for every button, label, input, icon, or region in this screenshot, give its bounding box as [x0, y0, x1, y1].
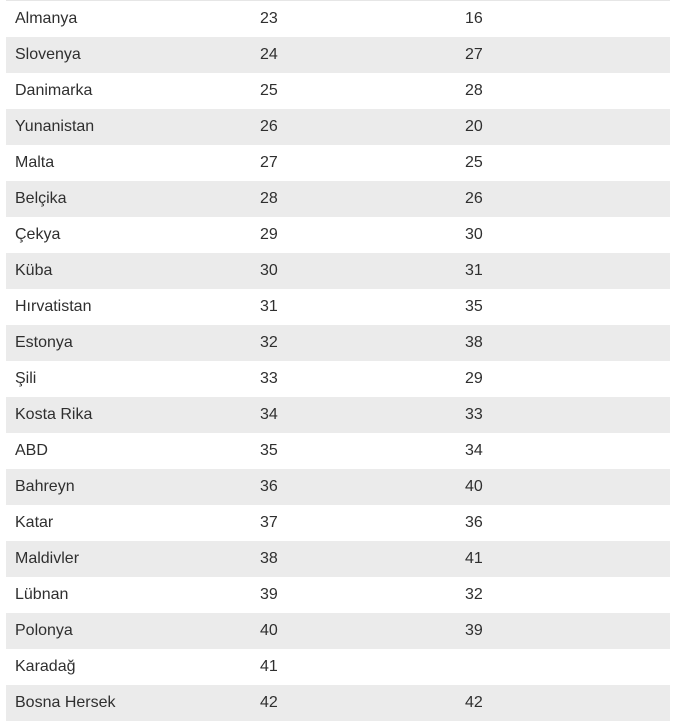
country-cell: Hırvatistan	[15, 298, 92, 315]
country-cell: Şili	[15, 370, 37, 387]
value-1-cell: 27	[260, 154, 278, 171]
table-row	[6, 145, 670, 181]
table-row	[6, 1, 670, 38]
country-cell: Maldivler	[15, 550, 80, 567]
value-2-cell: 20	[465, 118, 483, 135]
table-row	[6, 397, 670, 433]
value-1-cell: 23	[251, 1, 460, 38]
table-row	[6, 505, 670, 541]
value-1-cell: 26	[260, 118, 278, 135]
value-1-cell: 30	[260, 262, 278, 279]
value-1-cell: 32	[260, 334, 278, 351]
country-cell: Bosna Hersek	[15, 694, 116, 711]
value-2-cell: 28	[465, 82, 483, 99]
value-1-cell: 36	[260, 478, 278, 495]
country-cell: Estonya	[15, 334, 73, 351]
table-row	[6, 109, 670, 145]
value-1-cell: 38	[260, 550, 278, 567]
value-1-cell: 33	[260, 370, 278, 387]
country-cell: Katar	[15, 514, 54, 531]
table-row	[6, 649, 670, 685]
value-2-cell: 42	[465, 694, 483, 711]
value-2-cell: 25	[465, 154, 483, 171]
value-1-cell: 39	[260, 586, 278, 603]
value-1-cell: 37	[260, 514, 278, 531]
value-2-cell: 33	[465, 406, 483, 423]
value-2-cell: 29	[465, 370, 483, 387]
value-1-cell: 29	[260, 226, 278, 243]
value-1-cell: 34	[260, 406, 278, 423]
value-2-cell: 30	[465, 226, 483, 243]
country-cell: Kosta Rika	[15, 406, 93, 423]
value-2-cell: 31	[465, 262, 483, 279]
value-2-cell: 40	[465, 478, 483, 495]
country-cell: Yunanistan	[15, 118, 95, 135]
value-2-cell: 35	[465, 298, 483, 315]
value-1-cell: 31	[260, 298, 278, 315]
country-cell: Danimarka	[15, 82, 93, 99]
table-row	[6, 433, 670, 469]
table-row	[6, 37, 670, 73]
country-cell: Bahreyn	[15, 478, 75, 495]
table-row	[6, 181, 670, 217]
country-cell: Malta	[15, 154, 55, 171]
country-cell: Çekya	[15, 226, 61, 243]
country-cell: Almanya	[6, 1, 251, 38]
table-row	[6, 613, 670, 649]
value-1-cell: 40	[260, 622, 278, 639]
table-row	[6, 289, 670, 325]
value-2-cell: 36	[465, 514, 483, 531]
value-2-cell	[460, 649, 670, 685]
table-row	[6, 685, 670, 721]
value-2-cell: 34	[465, 442, 483, 459]
value-1-cell: 35	[260, 442, 278, 459]
table-row	[6, 541, 670, 577]
country-cell: ABD	[15, 442, 48, 459]
country-cell: Polonya	[15, 622, 73, 639]
value-1-cell: 25	[260, 82, 278, 99]
value-1-cell: 42	[260, 694, 278, 711]
table-row	[6, 73, 670, 109]
value-2-cell: 16	[460, 1, 670, 38]
value-2-cell: 26	[465, 190, 483, 207]
value-2-cell: 27	[465, 46, 483, 63]
country-cell: Lübnan	[15, 586, 69, 603]
table-row	[6, 469, 670, 505]
table-row	[6, 217, 670, 253]
table-row	[6, 325, 670, 361]
value-1-cell: 24	[260, 46, 278, 63]
ranking-table-body	[6, 1, 670, 722]
country-cell: Karadağ	[15, 658, 76, 675]
table-row	[6, 577, 670, 613]
value-2-cell: 41	[465, 550, 483, 567]
country-cell: Slovenya	[15, 46, 81, 63]
value-2-cell: 32	[465, 586, 483, 603]
value-1-cell: 41	[260, 658, 278, 675]
table-row	[6, 253, 670, 289]
ranking-table	[6, 0, 670, 721]
value-1-cell: 28	[260, 190, 278, 207]
table-row	[6, 361, 670, 397]
country-cell: Belçika	[15, 190, 67, 207]
value-2-cell: 39	[465, 622, 483, 639]
value-2-cell: 38	[465, 334, 483, 351]
country-cell: Küba	[15, 262, 53, 279]
